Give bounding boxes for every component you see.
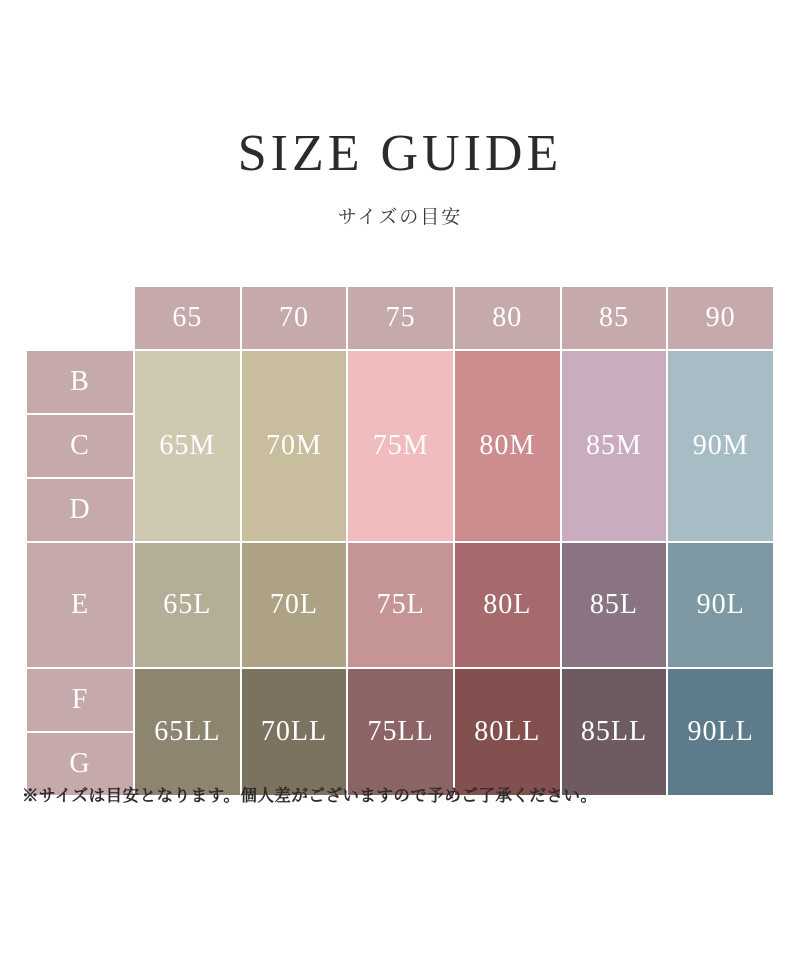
cell-90ll: 90LL bbox=[668, 669, 773, 795]
cell-65ll: 65LL bbox=[135, 669, 240, 795]
row-header-d: D bbox=[27, 479, 133, 541]
row-header-b: B bbox=[27, 351, 133, 413]
column-header-75: 75 bbox=[348, 287, 453, 349]
column-header-80: 80 bbox=[455, 287, 560, 349]
column-header-70: 70 bbox=[242, 287, 347, 349]
cell-65m: 65M bbox=[135, 351, 240, 541]
cell-90l: 90L bbox=[668, 543, 773, 667]
column-header-85: 85 bbox=[562, 287, 667, 349]
cell-75ll: 75LL bbox=[348, 669, 453, 795]
row-header-f: F bbox=[27, 669, 133, 731]
title-block bbox=[0, 0, 800, 229]
cell-85m: 85M bbox=[562, 351, 667, 541]
column-header-65: 65 bbox=[135, 287, 240, 349]
column-header-90: 90 bbox=[668, 287, 773, 349]
page-subtitle: サイズの目安 bbox=[337, 207, 463, 228]
size-note: ※サイズは目安となります。個人差がございますので予めご了承ください。 bbox=[22, 787, 598, 805]
table-row bbox=[27, 669, 773, 731]
cell-90m: 90M bbox=[668, 351, 773, 541]
table-row bbox=[27, 351, 773, 413]
cell-75m: 75M bbox=[348, 351, 453, 541]
cell-80ll: 80LL bbox=[455, 669, 560, 795]
cell-75l: 75L bbox=[348, 543, 453, 667]
cell-70l: 70L bbox=[242, 543, 347, 667]
cell-80m: 80M bbox=[455, 351, 560, 541]
size-table-wrapper bbox=[25, 285, 775, 797]
cell-70ll: 70LL bbox=[242, 669, 347, 795]
table-corner-cell bbox=[27, 287, 133, 349]
table-header-row bbox=[27, 287, 773, 349]
row-header-e: E bbox=[27, 543, 133, 667]
cell-70m: 70M bbox=[242, 351, 347, 541]
row-header-g: G bbox=[27, 733, 133, 795]
row-header-c: C bbox=[27, 415, 133, 477]
cell-65l: 65L bbox=[135, 543, 240, 667]
page-title: SIZE GUIDE bbox=[237, 125, 563, 182]
table-row bbox=[27, 543, 773, 667]
size-table bbox=[25, 285, 775, 797]
cell-85l: 85L bbox=[562, 543, 667, 667]
cell-80l: 80L bbox=[455, 543, 560, 667]
cell-85ll: 85LL bbox=[562, 669, 667, 795]
